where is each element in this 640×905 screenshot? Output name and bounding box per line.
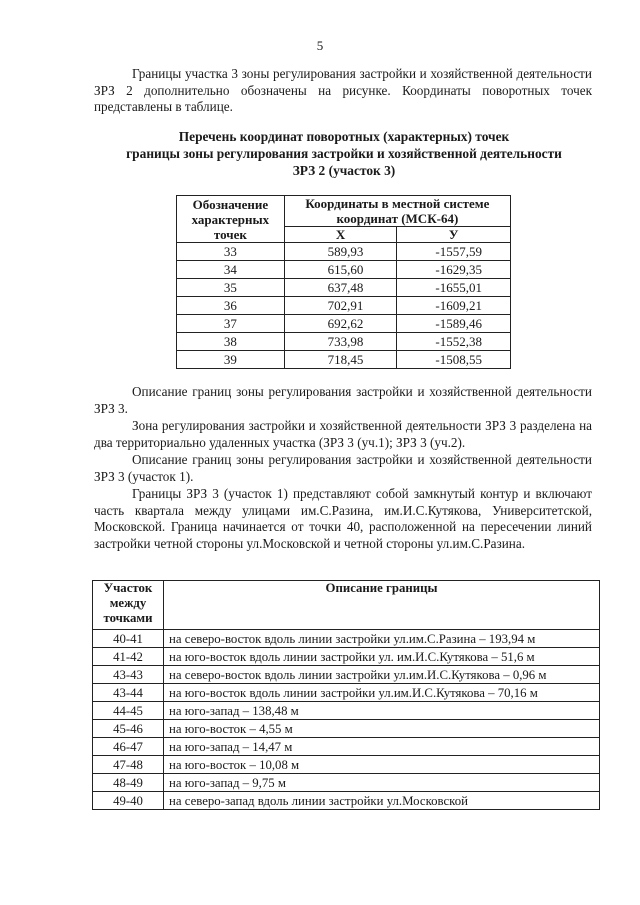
table-row	[177, 351, 511, 369]
y-cell: -1655,01	[397, 279, 511, 297]
description-cell: на юго-восток – 10,08 м	[164, 756, 600, 774]
coords-table-heading	[94, 128, 594, 179]
x-cell: 637,48	[284, 279, 397, 297]
coordinates-table	[176, 195, 511, 369]
description-cell: на юго-запад – 138,48 м	[164, 702, 600, 720]
table-row	[93, 774, 600, 792]
x-cell: 589,93	[284, 243, 397, 261]
point-cell: 34	[177, 261, 285, 279]
page-number: 5	[316, 38, 324, 53]
col-point-header: Обозначение характерных точек	[177, 196, 285, 243]
segment-cell: 45-46	[93, 720, 164, 738]
col-description-header: Описание границы	[164, 581, 600, 630]
point-cell: 33	[177, 243, 285, 261]
description-cell: на юго-восток вдоль линии застройки ул.им.И.С.Кутякова – 70,16 м	[164, 684, 600, 702]
x-cell: 615,60	[284, 261, 397, 279]
segment-cell: 44-45	[93, 702, 164, 720]
table-row	[93, 684, 600, 702]
paragraph-zrz3-split: Зона регулирования застройки и хозяйственной деятельности ЗРЗ 3 разделена на два территориально удаленных участка (ЗРЗ 3 (уч.1); ЗРЗ 3 (уч.2).	[94, 418, 592, 450]
y-cell: -1508,55	[397, 351, 511, 369]
paragraph-zrz3-part1: Описание границ зоны регулирования застройки и хозяйственной деятельности ЗРЗ 3 (участок 1).	[94, 452, 592, 484]
segment-cell: 46-47	[93, 738, 164, 756]
col-y-header: У	[397, 227, 511, 243]
table-row	[93, 648, 600, 666]
x-cell: 733,98	[284, 333, 397, 351]
segment-cell: 40-41	[93, 630, 164, 648]
table-row	[93, 738, 600, 756]
heading-line-3: ЗРЗ 2 (участок 3)	[292, 163, 396, 178]
description-cell: на юго-запад – 9,75 м	[164, 774, 600, 792]
description-cell: на северо-восток вдоль линии застройки ул.им.И.С.Кутякова – 0,96 м	[164, 666, 600, 684]
table-row	[177, 297, 511, 315]
table-row	[93, 792, 600, 810]
boundary-table	[92, 580, 600, 810]
y-cell: -1609,21	[397, 297, 511, 315]
point-cell: 35	[177, 279, 285, 297]
y-cell: -1557,59	[397, 243, 511, 261]
description-cell: на северо-запад вдоль линии застройки ул.Московской	[164, 792, 600, 810]
heading-line-1: Перечень координат поворотных (характерных) точек	[178, 129, 510, 144]
segment-cell: 47-48	[93, 756, 164, 774]
table-row	[93, 666, 600, 684]
segment-cell: 48-49	[93, 774, 164, 792]
paragraph-zrz3-contour: Границы ЗРЗ 3 (участок 1) представляют собой замкнутый контур и включают часть квартала между улицами им.С.Разина, им.И.С.Кутякова, Университетской, Московской. Граница начинается от точки 40, расположенной на пересечении линий застройки четной стороны ул.Московской и четной стороны ул.им.С.Разина.	[94, 486, 592, 551]
x-cell: 692,62	[284, 315, 397, 333]
description-cell: на северо-восток вдоль линии застройки ул.им.С.Разина – 193,94 м	[164, 630, 600, 648]
segment-cell: 49-40	[93, 792, 164, 810]
table-row	[177, 279, 511, 297]
col-segment-header: Участок между точками	[93, 581, 164, 630]
intro-paragraph: Границы участка 3 зоны регулирования застройки и хозяйственной деятельности ЗРЗ 2 дополнительно обозначены на рисунке. Координаты поворотных точек представлены в таблице.	[94, 66, 592, 114]
description-cell: на юго-восток – 4,55 м	[164, 720, 600, 738]
heading-line-2: границы зоны регулирования застройки и хозяйственной деятельности	[126, 146, 562, 161]
point-cell: 38	[177, 333, 285, 351]
table-row	[177, 261, 511, 279]
table-row	[93, 630, 600, 648]
table-row	[93, 702, 600, 720]
table-row	[177, 243, 511, 261]
segment-cell: 41-42	[93, 648, 164, 666]
point-cell: 36	[177, 297, 285, 315]
col-x-header: X	[284, 227, 397, 243]
point-cell: 39	[177, 351, 285, 369]
description-cell: на юго-восток вдоль линии застройки ул. им.И.С.Кутякова – 51,6 м	[164, 648, 600, 666]
x-cell: 718,45	[284, 351, 397, 369]
paragraph-zrz3-description: Описание границ зоны регулирования застройки и хозяйственной деятельности ЗРЗ 3.	[94, 384, 592, 416]
description-cell: на юго-запад – 14,47 м	[164, 738, 600, 756]
x-cell: 702,91	[284, 297, 397, 315]
table-row	[93, 720, 600, 738]
table-row	[177, 333, 511, 351]
y-cell: -1552,38	[397, 333, 511, 351]
segment-cell: 43-44	[93, 684, 164, 702]
segment-cell: 43-43	[93, 666, 164, 684]
table-row	[177, 315, 511, 333]
y-cell: -1629,35	[397, 261, 511, 279]
y-cell: -1589,46	[397, 315, 511, 333]
table-row	[93, 756, 600, 774]
col-coords-header: Координаты в местной системе координат (МСК-64)	[284, 196, 510, 227]
point-cell: 37	[177, 315, 285, 333]
